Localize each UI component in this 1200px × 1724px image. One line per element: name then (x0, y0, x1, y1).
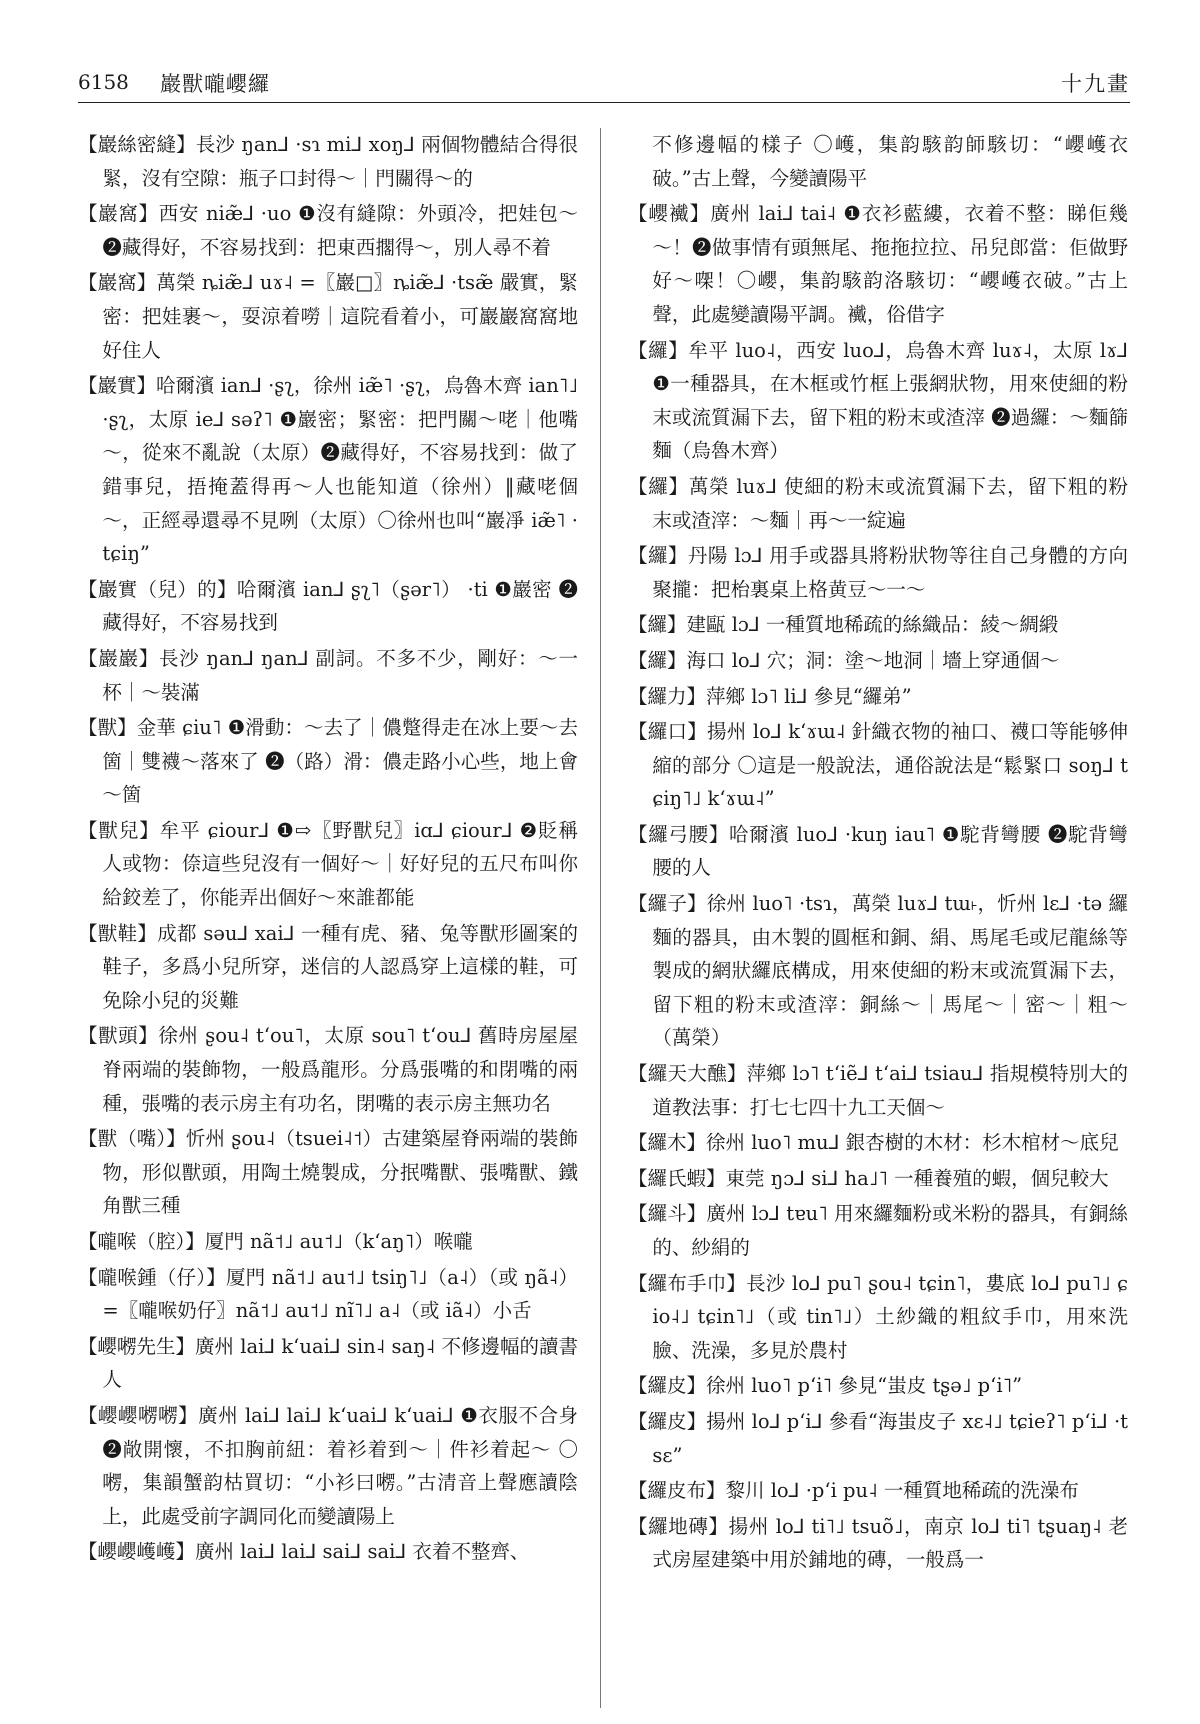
page-number: 6158 (78, 70, 129, 94)
dictionary-entry: 【獸】金華 ɕiu˥ ❶滑動：～去了｜儂蹩得走在冰上要～去箇｜雙襪～落來了 ❷（路）滑：儂走路小心些，地上會～箇 (78, 716, 578, 807)
dictionary-entry: 【獸頭】徐州 ʂou˨ tʻou˥，太原 sou˥ tʻou⅃ 舊時房屋屋脊兩端的裝飾物，一般爲龍形。分爲張嘴的和閉嘴的兩種，張嘴的表示房主有功名，閉嘴的表示房主無功名 (78, 1024, 578, 1115)
dictionary-entry-continuation: 不修邊幅的樣子 〇㠛，集韵駭韵師駭切：“巊㠛衣破。”古上聲，今變讀陽平 (652, 133, 1128, 190)
dictionary-entry: 【纙地磚】揚州 lo⅃ ti˥˩ tsuõ˩，南京 lo⅃ ti˥ tʂuaŋ˨ 老式房屋建築中用於鋪地的磚，一般爲一 (628, 1514, 1128, 1572)
dictionary-entry: 【纙】牟平 luo˨，西安 luo⅃，烏魯木齊 luɤ˨，太原 lɤ⅃ ❶一種器具，在木框或竹框上張網狀物，用來使細的粉末或流質漏下去，留下粗的粉末或渣滓 ❷過纙：～麵篩麵（烏魯木齊） (628, 338, 1128, 463)
dictionary-entry: 【獸鞋】成都 səu⅃ xai⅃ 一種有虎、豬、兔等獸形圖案的鞋子，多爲小兒所穿，迷信的人認爲穿上這樣的鞋，可免除小兒的災難 (78, 921, 578, 1012)
dictionary-entry: 【纙皮】徐州 luo˥ pʻi˥ 參見“蚩皮 tʂə˩ pʻi˥” (628, 1374, 1023, 1398)
dictionary-entry: 【嚨喉（腔）】厦門 nã˦˩ au˦˩（kʻaŋ˥）喉嚨 (78, 1230, 473, 1253)
dictionary-entry: 【獸兒】牟平 ɕiour⅃ ❶⇨〖野獸兒〗iɑ⅃ ɕiour⅃ ❷貶稱人或物：倷這些兒沒有一個好～｜好好兒的五尺布叫你給鉸差了，你能弄出個好～來誰都能 (78, 818, 578, 910)
dictionary-entry: 【巊巊㘄㘄】廣州 lai⅃ lai⅃ kʻuai⅃ kʻuai⅃ ❶衣服不合身 ❷敞開懷，不扣胸前紐：着衫着到～｜件衫着起～ 〇㘄，集韻蟹韵枯買切：“小衫曰㘄。”古清音上聲應讀陰上，此處受前字調同化而變讀陽上 (78, 1403, 578, 1528)
section-label: 十九畫 (1061, 72, 1130, 96)
page-header (78, 62, 1130, 103)
dictionary-entry: 【纙】丹陽 lɔ⅃ 用手或器具將粉狀物等往自己身體的方向聚攏：把枱裏桌上格黄豆～一～ (628, 544, 1128, 601)
dictionary-entry: 【巖實】哈爾濱 ian⅃ ·ʂʅ，徐州 iæ̃˥ ·ʂʅ，烏魯木齊 ian˥˩ ·ʂʅ，太原 ie⅃ səʔ˥ ❶巖密；緊密：把門關～咾｜他嘴～，從來不亂說（太原）❷藏得好，不容易找到：做了錯事兒，捂掩蓋得再～人也能知道（徐州）‖藏咾個～，正經尋還尋不見咧（太原）〇徐州也叫“巖凈 iæ̃˥ ·tɕiŋ” (78, 374, 579, 566)
dictionary-entry: 【纙天大醮】萍鄉 lɔ˥ tʻiẽ⅃ tʻai⅃ tsiau⅃ 指規模特別大的道教法事：打七七四十九工天個～ (628, 1062, 1128, 1119)
dictionary-entry: 【纙氏蝦】東莞 ŋɔ⅃ si⅃ ha˩˥ 一種養殖的蝦，個兒較大 (628, 1166, 1109, 1190)
dictionary-entry: 【嚨喉鍾（仔）】厦門 nã˦˩ au˦˩ tsiŋ˥˩（a˨）（或 ŋã˨）=〖嚨喉奶仔〗nã˦˩ au˦˩ nĩ˥˩ a˨（或 iã˨）小舌 (78, 1265, 578, 1323)
dictionary-entry: 【巖窩】萬榮 ȵiæ̃⅃ uɤ˨ =〖巖□〗ȵiæ̃⅃ ·tsæ̃ 嚴實，緊密：把娃裹～，耍涼着嘮｜這院看着小，可巖巖窩窩地好住人 (78, 271, 578, 362)
dictionary-entry: 【纙皮布】黎川 lo⅃ ·pʻi pu˨ 一種質地稀疏的洗澡布 (628, 1479, 1079, 1503)
dictionary-entry: 【巖實（兒）的】哈爾濱 ian⅃ ʂʅ˥（ʂər˥） ·ti ❶巖密 ❷藏得好，不容易找到 (78, 577, 578, 635)
dictionary-entry: 【纙木】徐州 luo˥ mu⅃ 銀杏樹的木材：杉木棺材～底兒 (628, 1131, 1119, 1155)
right-column (628, 128, 1128, 1579)
column-divider (600, 128, 601, 1708)
dictionary-entry: 【巖窩】西安 niæ̃⅃ ·uo ❶沒有縫隙：外頭冷，把娃包～ ❷藏得好，不容易找到：把東西擱得～，別人尋不着 (78, 202, 578, 259)
dictionary-entry: 【纙子】徐州 luo˥ ·tsɿ，萬榮 luɤ⅃ tɯ˫，忻州 lɛ⅃ ·tə 纙麵的器具，由木製的圓框和銅、絹、馬尾毛或尼龍絲等製成的網狀纙底構成，用來使細的粉末或流質漏下去，留下粗的粉末或渣滓：銅絲～｜馬尾～｜密～｜粗～（萬榮） (628, 892, 1128, 1050)
dictionary-entry: 【纙弓腰】哈爾濱 luo⅃ ·kuŋ iau˥ ❶駝背彎腰 ❷駝背彎腰的人 (628, 822, 1128, 880)
left-column (78, 128, 578, 1571)
dictionary-entry: 【巖絲密縫】長沙 ŋan⅃ ·sɿ mi⅃ xoŋ⅃ 兩個物體結合得很緊，沒有空隙：瓶子口封得～｜門關得～的 (78, 133, 578, 190)
dictionary-entry: 【纙斗】廣州 lɔ⅃ tɐu˥ 用來纙麵粉或米粉的器具，有銅絲的、紗絹的 (628, 1202, 1128, 1259)
dictionary-entry: 【纙布手巾】長沙 lo⅃ pu˥ ʂou˨ tɕin˥，婁底 lo⅃ pu˥˩ ɕio˨˩ tɕin˥˩（或 tin˥˩）土紗織的粗紋手巾，用來洗臉、洗澡，多見於農村 (628, 1271, 1128, 1362)
dictionary-entry: 【巊巊㠛㠛】廣州 lai⅃ lai⅃ sai⅃ sai⅃ 衣着不整齊、 (78, 1540, 530, 1564)
dictionary-entry: 【纙力】萍鄉 lɔ˥ li⅃ 參見“纙弟” (628, 684, 912, 708)
dictionary-entry: 【纙皮】揚州 lo⅃ pʻi⅃ 參看“海蚩皮子 xɛ˨˩ tɕieʔ˥ pʻi⅃ ·tsɛ” (628, 1409, 1128, 1467)
dictionary-entry: 【巊㘄先生】廣州 lai⅃ kʻuai⅃ sin˨ saŋ˨ 不修邊幅的讀書人 (78, 1334, 578, 1392)
dictionary-entry: 【獸（嘴）】忻州 ʂou˨（tsuei˨˦）古建築屋脊兩端的裝飾物，形似獸頭，用陶土燒製成，分抿嘴獸、張嘴獸、鐵角獸三種 (78, 1127, 578, 1218)
dictionary-entry: 【巊襶】廣州 lai⅃ tai˨ ❶衣衫藍縷，衣着不整：睇佢幾～！❷做事情有頭無尾、拖拖拉拉、吊兒郎當：佢做野好～㗎！〇巊，集韵駭韵洛駭切：“巊㠛衣破。”古上聲，此處變讀陽平調。襶，俗借字 (628, 202, 1128, 326)
dictionary-entry: 【纙】萬榮 luɤ⅃ 使細的粉末或流質漏下去，留下粗的粉末或渣滓：～麵｜再～一綻遍 (628, 474, 1128, 532)
dictionary-entry: 【纙】海口 lo⅃ 穴；洞：塗～地洞｜墻上穿通個～ (628, 648, 1060, 672)
dictionary-entry: 【纙口】揚州 lo⅃ kʻɤɯ˨ 針織衣物的袖口、襪口等能够伸縮的部分 〇這是一般說法，通俗說法是“鬆緊口 soŋ⅃ tɕiŋ˥˩ kʻɤɯ˨” (628, 720, 1128, 811)
dictionary-entry: 【巖巖】長沙 ŋan⅃ ŋan⅃ 副詞。不多不少，剛好：～一杯｜～裝滿 (78, 646, 578, 704)
dictionary-entry: 【纙】建甌 lɔ⅃ 一種質地稀疏的絲織品：綾～綢緞 (628, 613, 1059, 637)
page-title: 巖獸嚨巊纙 (160, 72, 270, 96)
